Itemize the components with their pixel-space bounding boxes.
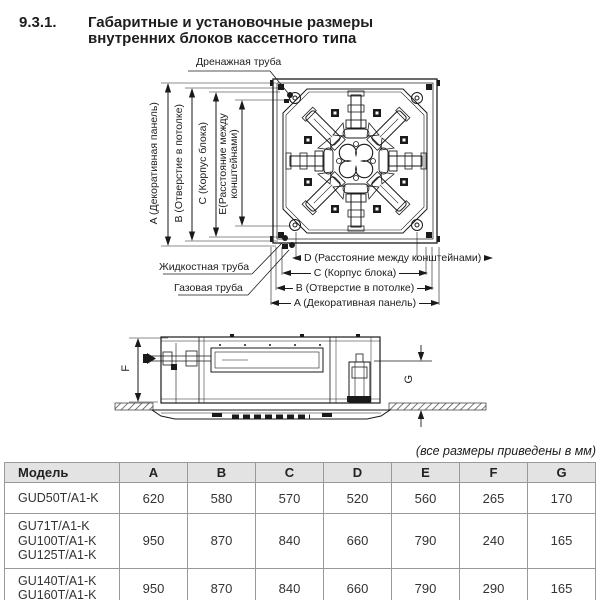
value-cell: 840 [256, 514, 324, 569]
model-name: GUD50T/A1-K [18, 490, 99, 505]
value-cell: 520 [324, 483, 392, 514]
value-cell: 240 [460, 514, 528, 569]
ceiling-hatch-right [389, 403, 486, 410]
dim-g-label: G [402, 374, 415, 384]
table-row [5, 483, 596, 514]
model-cell [5, 483, 120, 514]
value-cell: 790 [392, 514, 460, 569]
value-cell: 660 [324, 568, 392, 600]
value-cell: 660 [324, 514, 392, 569]
arrowhead-right-icon [419, 270, 428, 276]
model-name: GU125T/A1-K [18, 548, 97, 562]
page-title-line1: Габаритные и установочные размеры [88, 14, 374, 31]
value-cell: 870 [188, 568, 256, 600]
value-cell: 265 [460, 483, 528, 514]
value-cell: 290 [460, 568, 528, 600]
dim-a-horizontal: A (Декоративная панель) [270, 296, 440, 310]
value-cell: 570 [256, 483, 324, 514]
value-cell: 560 [392, 483, 460, 514]
page-title-line2: внутренних блоков кассетного типа [88, 30, 357, 47]
dim-d-horizontal: D (Расстояние между конштейнами) [292, 251, 420, 265]
units-note: (все размеры приведены в мм) [415, 444, 596, 458]
plan-quadrant-pattern [331, 91, 410, 150]
column-header: C [256, 463, 324, 483]
value-cell: 580 [188, 483, 256, 514]
column-header: F [460, 463, 528, 483]
table-row [5, 514, 596, 569]
column-header-model: Модель [5, 463, 120, 483]
column-header: G [528, 463, 596, 483]
dim-a-vertical-label: A (Декоративная панель) [147, 102, 160, 225]
section-number: 9.3.1. [19, 14, 57, 31]
value-cell: 870 [188, 514, 256, 569]
model-cell [5, 514, 120, 569]
column-header: B [188, 463, 256, 483]
value-cell: 620 [120, 483, 188, 514]
side-view-drawing [115, 334, 486, 427]
value-cell: 950 [120, 568, 188, 600]
center-clover [339, 144, 372, 177]
value-cell: 840 [256, 568, 324, 600]
value-cell: 170 [528, 483, 596, 514]
model-name: GU100T/A1-K [18, 533, 97, 548]
model-name: GU71T/A1-K [18, 519, 90, 533]
column-header: D [324, 463, 392, 483]
arrowhead-left-icon [270, 300, 279, 306]
dim-e-vertical-label: E(Расстояние между конштейнами) [217, 113, 240, 215]
ceiling-hatch-left [115, 403, 153, 410]
table-row [5, 568, 596, 600]
dim-c-vertical-label: C (Корпус блока) [196, 121, 209, 205]
value-cell: 950 [120, 514, 188, 569]
dim-c-horizontal: C (Корпус блока) [282, 266, 428, 280]
arrowhead-left-icon [276, 285, 285, 291]
dim-b-vertical-label: B (Отверстие в потолке) [172, 104, 185, 223]
dim-b-horizontal: B (Отверстие в потолке) [276, 281, 434, 295]
liquid-pipe-label: Жидкостная труба [159, 261, 250, 273]
value-cell: 165 [528, 514, 596, 569]
drain-pipe-label: Дренажная труба [196, 56, 282, 68]
model-name: GU140T/A1-K [18, 573, 97, 588]
arrowhead-right-icon [431, 300, 440, 306]
value-cell: 165 [528, 568, 596, 600]
gas-pipe-label: Газовая труба [174, 282, 243, 294]
model-name: GU160T/A1-K [18, 588, 97, 600]
arrowhead-left-icon [292, 255, 301, 261]
plan-view-drawing [270, 79, 440, 249]
value-cell: 790 [392, 568, 460, 600]
column-header: E [392, 463, 460, 483]
column-header: A [120, 463, 188, 483]
arrowhead-left-icon [282, 270, 291, 276]
model-cell [5, 568, 120, 600]
dim-f-label: F [119, 364, 132, 372]
arrowhead-right-icon [484, 255, 493, 261]
dimensions-table [4, 462, 596, 600]
arrowhead-right-icon [425, 285, 434, 291]
